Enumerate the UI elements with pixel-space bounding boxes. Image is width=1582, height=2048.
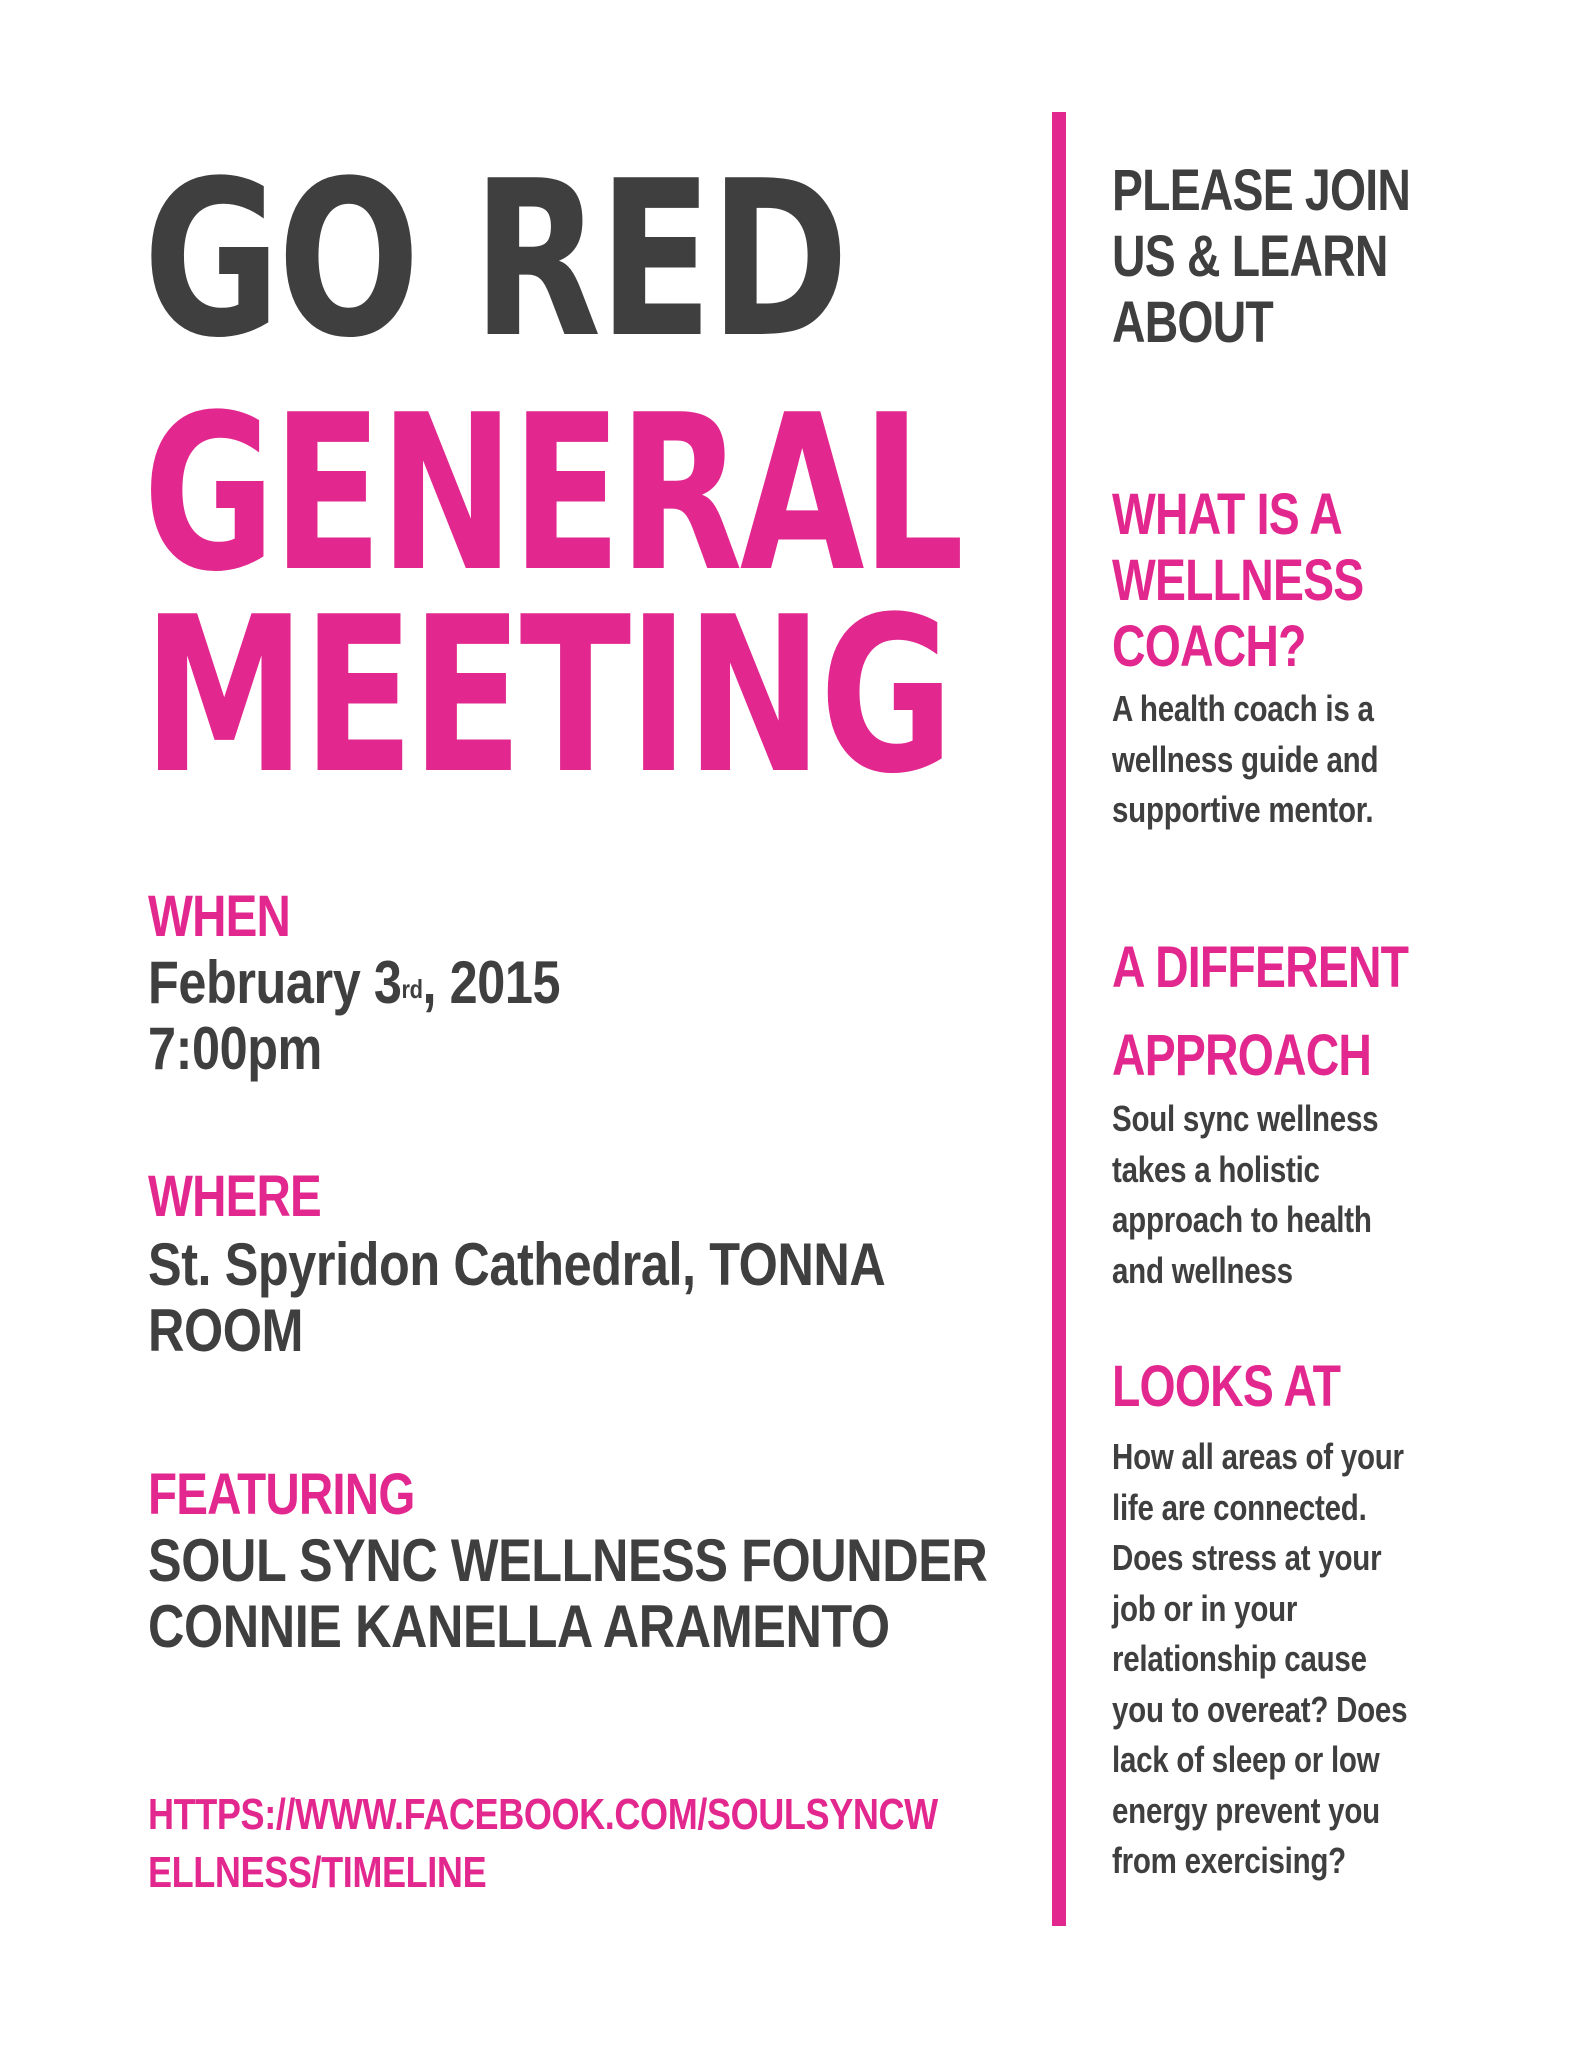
where-label: WHERE	[148, 1164, 321, 1229]
what-is-heading-line: COACH?	[1112, 614, 1306, 679]
when-date-suffix: rd	[401, 974, 423, 1004]
different-body-line: and wellness	[1112, 1249, 1293, 1291]
looks-at-body-line: lack of sleep or low	[1112, 1739, 1380, 1780]
title-line-general: GENERAL	[143, 368, 962, 619]
looks-at-body-line: life are connected.	[1112, 1486, 1367, 1528]
looks-at-body-line: relationship cause	[1112, 1638, 1367, 1679]
what-is-body-line: wellness guide and	[1112, 738, 1379, 780]
intro-heading	[1112, 158, 1410, 356]
vertical-divider	[1052, 112, 1066, 1926]
looks-at-body-line: How all areas of your	[1112, 1436, 1404, 1477]
looks-at-body	[1112, 1432, 1407, 1887]
when-details	[148, 950, 560, 1082]
intro-line: ABOUT	[1112, 290, 1273, 355]
featuring-details	[148, 1528, 987, 1660]
looks-at-heading	[1112, 1354, 1340, 1420]
what-is-heading	[1112, 482, 1363, 680]
what-is-heading-line: WELLNESS	[1112, 548, 1364, 613]
different-body-line: approach to health	[1112, 1199, 1372, 1240]
featuring-label: FEATURING	[148, 1462, 415, 1527]
facebook-link-line-2: ELLNESS/TIMELINE	[148, 1848, 487, 1897]
looks-at-body-line: from exercising?	[1112, 1840, 1346, 1881]
intro-line: US & LEARN	[1112, 224, 1388, 289]
what-is-body	[1112, 684, 1378, 836]
what-is-heading-line: WHAT IS A	[1112, 482, 1342, 547]
different-body-line: Soul sync wellness	[1112, 1098, 1379, 1139]
title-line-meeting: MEETING	[143, 570, 951, 821]
looks-at-body-line: job or in your	[1112, 1587, 1298, 1629]
facebook-link-line-1: HTTPS://WWW.FACEBOOK.COM/SOULSYNCW	[148, 1790, 938, 1839]
featuring-line-1: SOUL SYNC WELLNESS FOUNDER	[148, 1527, 988, 1594]
different-heading-line: A DIFFERENT	[1112, 935, 1409, 1000]
when-label: WHEN	[148, 884, 291, 949]
looks-at-body-line: you to overeat? Does	[1112, 1688, 1408, 1730]
when-date	[148, 950, 560, 1016]
intro-line: PLEASE JOIN	[1112, 158, 1411, 223]
facebook-link[interactable]	[148, 1786, 938, 1902]
featuring-line-2: CONNIE KANELLA ARAMENTO	[148, 1593, 890, 1660]
looks-at-body-line: Does stress at your	[1112, 1537, 1382, 1578]
when-date-main: February 3	[148, 949, 402, 1016]
where-line-2: ROOM	[148, 1297, 304, 1364]
where-details	[148, 1232, 885, 1364]
looks-at-body-line: energy prevent you	[1112, 1789, 1380, 1831]
different-body-line: takes a holistic	[1112, 1148, 1320, 1190]
different-body	[1112, 1094, 1378, 1296]
title-line-go-red: GO RED	[143, 134, 846, 385]
different-heading-line: APPROACH	[1112, 1023, 1372, 1088]
what-is-body-line: A health coach is a	[1112, 688, 1374, 729]
what-is-body-line: supportive mentor.	[1112, 789, 1374, 830]
when-time: 7:00pm	[148, 1015, 322, 1082]
when-date-year: , 2015	[422, 949, 561, 1016]
where-line-1: St. Spyridon Cathedral, TONNA	[148, 1231, 886, 1298]
looks-at-heading-line: LOOKS AT	[1112, 1354, 1341, 1419]
different-heading	[1112, 924, 1408, 1100]
